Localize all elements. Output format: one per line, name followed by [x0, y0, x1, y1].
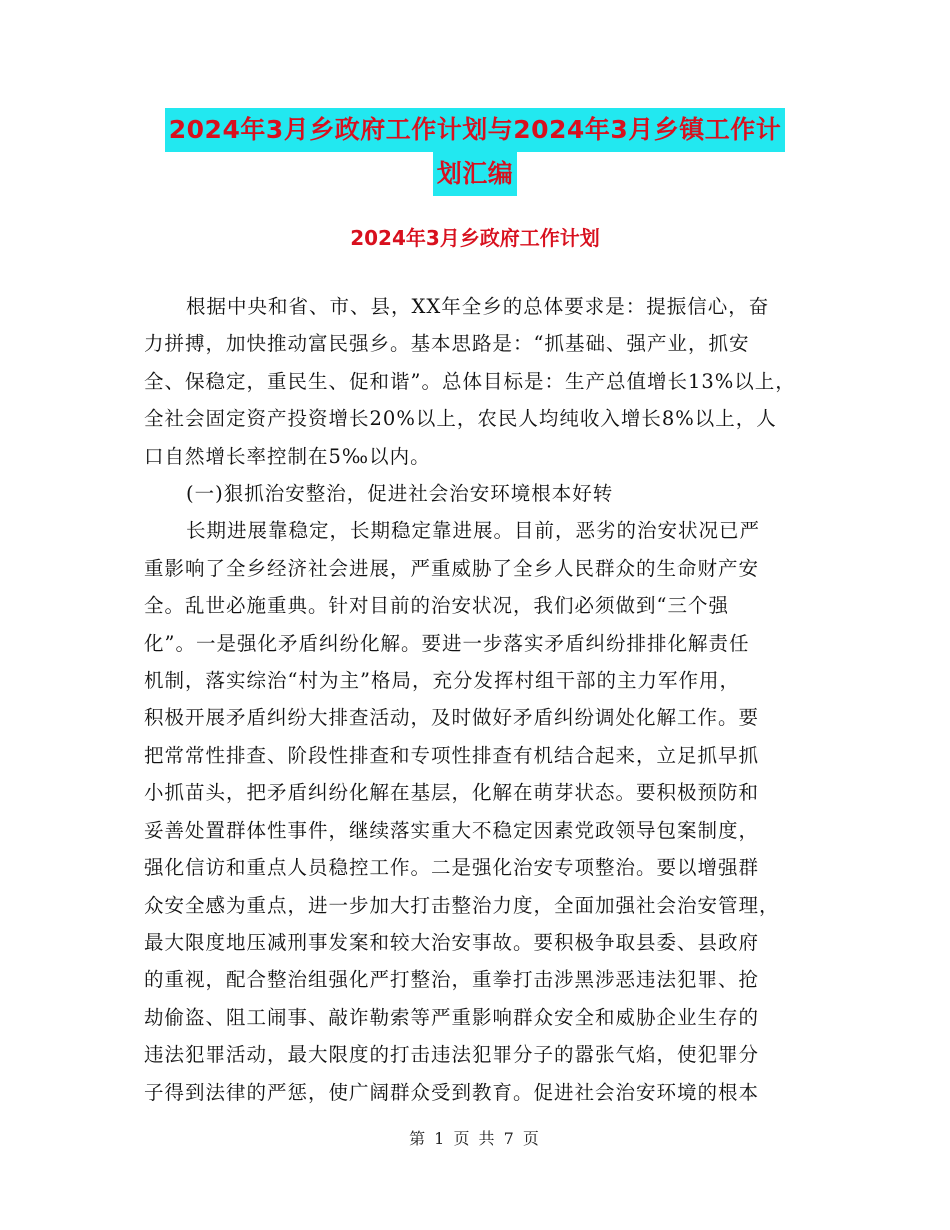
text-line: 众安全感为重点，进一步加大打击整治力度，全面加强社会治安管理，	[144, 893, 780, 917]
text-line: 强化信访和重点人员稳控工作。二是强化治安专项整治。要以增强群	[144, 856, 760, 880]
text-line: 最大限度地压减刑事发案和较大治安事故。要积极争取县委、县政府	[144, 930, 760, 954]
text-line: 化”。一是强化矛盾纠纷化解。要进一步落实矛盾纠纷排排化解责任	[144, 631, 750, 655]
title-line-1: 2024年3月乡政府工作计划与2024年3月乡镇工作计	[165, 108, 785, 152]
paragraph-2	[144, 512, 824, 1111]
text-line: 妥善处置群体性事件，继续落实重大不稳定因素党政领导包案制度，	[144, 818, 760, 842]
text-line: 全。乱世必施重典。针对目前的治安状况，我们必须做到“三个强	[144, 594, 729, 618]
text-line: 积极开展矛盾纠纷大排查活动，及时做好矛盾纠纷调处化解工作。要	[144, 706, 760, 730]
text-line: 根据中央和省、市、县，XX年全乡的总体要求是：提振信心，奋	[186, 295, 770, 318]
text-line: 把常常性排查、阶段性排查和专项性排查有机结合起来，立足抓早抓	[144, 743, 760, 767]
text-line: 机制，落实综治“村为主”格局，充分发挥村组干部的主力军作用，	[144, 669, 740, 693]
text-line: 子得到法律的严惩，使广阔群众受到教育。促进社会治安环境的根本	[144, 1080, 760, 1104]
text-line: 劫偷盗、阻工闹事、敲诈勒索等严重影响群众安全和威胁企业生存的	[144, 1005, 760, 1029]
section-heading-text: (一)狠抓治安整治，促进社会治安环境根本好转	[186, 482, 614, 506]
text-line: 的重视，配合整治组强化严打整治，重拳打击涉黑涉恶违法犯罪、抢	[144, 968, 760, 992]
text-line: 违法犯罪活动，最大限度的打击违法犯罪分子的嚣张气焰，使犯罪分	[144, 1043, 760, 1067]
title-line-2: 划汇编	[433, 152, 518, 196]
text-line: 小抓苗头，把矛盾纠纷化解在基层，化解在萌芽状态。要积极预防和	[144, 781, 760, 805]
text-line: 全社会固定资产投资增长20%以上，农民人均纯收入增长8%以上，人	[144, 407, 777, 431]
text-line: 重影响了全乡经济社会进展，严重威胁了全乡人民群众的生命财产安	[144, 556, 760, 580]
section-heading	[144, 475, 824, 512]
paragraph-1	[144, 288, 824, 475]
document-body	[144, 288, 824, 1111]
text-line: 力拼搏，加快推动富民强乡。基本思路是：“抓基础、强产业，抓安	[144, 332, 750, 356]
document-title	[0, 108, 950, 196]
text-line: 全、保稳定，重民生、促和谐”。总体目标是：生产总值增长13%以上，	[144, 369, 796, 393]
text-line: 长期进展靠稳定，长期稳定靠进展。目前，恶劣的治安状况已严	[186, 519, 761, 543]
text-line: 口自然增长率控制在5‰以内。	[144, 444, 431, 468]
section-title: 2024年3月乡政府工作计划	[350, 226, 600, 250]
page-footer: 第 1 页 共 7 页	[409, 1129, 541, 1148]
